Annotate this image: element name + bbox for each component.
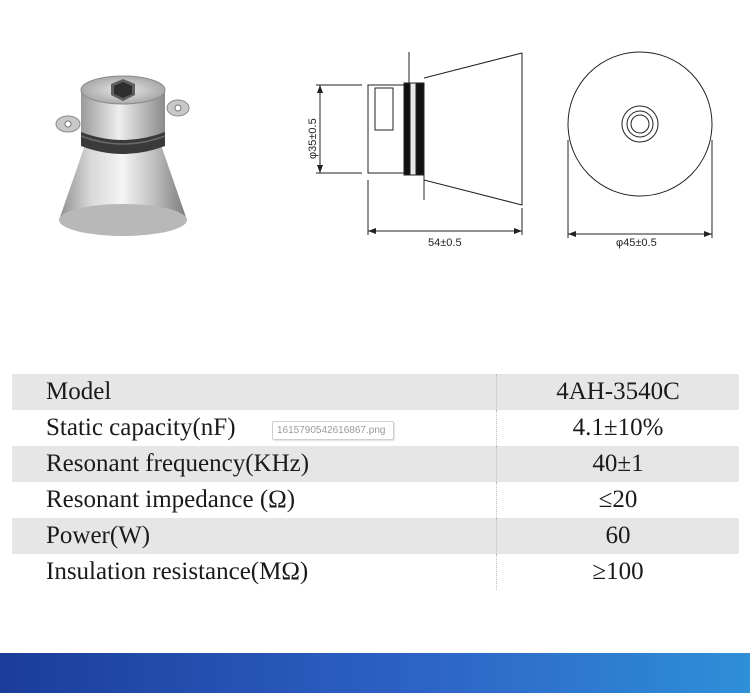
spec-label: Resonant frequency(KHz) xyxy=(12,446,497,482)
spec-label: Resonant impedance (Ω) xyxy=(46,486,296,513)
spec-label: Power(W) xyxy=(12,518,497,554)
dim-diameter-large: φ45±0.5 xyxy=(616,237,657,249)
spec-label: Static capacity(nF) xyxy=(46,414,236,441)
spec-value: 60 xyxy=(497,518,740,554)
spec-table xyxy=(12,374,739,590)
table-row-model xyxy=(12,374,739,410)
table-row-power xyxy=(12,518,739,554)
table-row-frequency xyxy=(12,446,739,482)
dim-diameter-small: φ35±0.5 xyxy=(307,118,319,159)
transducer-photo xyxy=(48,50,198,240)
spec-value: 40±1 xyxy=(497,446,740,482)
footer-band xyxy=(0,653,750,693)
spec-label: Insulation resistance(MΩ) xyxy=(46,558,309,585)
spec-value: 4AH-3540C xyxy=(497,374,740,410)
spec-label: Model xyxy=(12,374,497,410)
spec-value: ≥100 xyxy=(497,554,740,590)
spec-value: ≤20 xyxy=(497,482,740,518)
table-row-impedance xyxy=(12,482,739,518)
filename-tooltip: 1615790542616867.png xyxy=(272,421,394,440)
dimension-drawing xyxy=(300,40,730,255)
dim-length: 54±0.5 xyxy=(428,237,462,249)
table-row-insulation xyxy=(12,554,739,590)
spec-value: 4.1±10% xyxy=(497,410,740,446)
